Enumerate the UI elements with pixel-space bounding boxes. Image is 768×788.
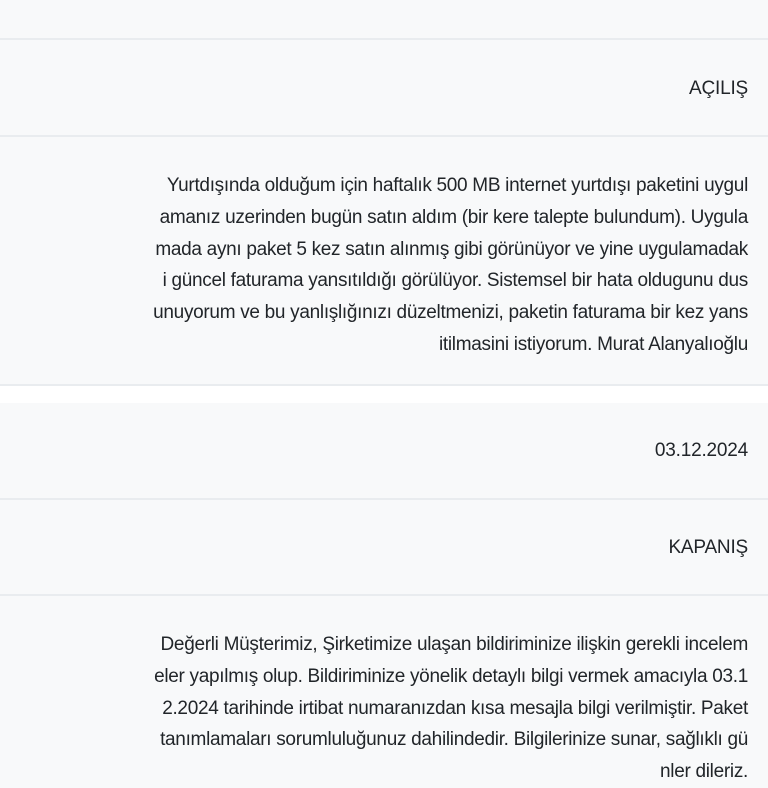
closing-date: 03.12.2024 (654, 440, 748, 461)
opening-heading: AÇILIŞ (689, 78, 748, 99)
text-line: i güncel faturama yansıtıldığı görülüyor. Sistemsel bir hata oldugunu dus (162, 270, 748, 292)
text-line: 2.2024 tarihinde irtibat numaranızdan kısa mesajla bilgi verilmiştir. Paket (162, 697, 748, 719)
opening-body (0, 135, 768, 384)
text-line: nler dileriz. (660, 761, 748, 783)
text-line: Yurtdışında olduğum için haftalık 500 MB internet yurtdışı paketini uygul (166, 175, 748, 196)
opening-header (0, 38, 768, 135)
text-line: eler yapılmış olup. Bildiriminize yönelik detaylı bilgi vermek amacıyla 03.1 (154, 665, 748, 687)
text-line: mada aynı paket 5 kez satın alınmış gibi görünüyor ve yine uygulamadak (155, 238, 748, 260)
opening-text (153, 170, 748, 361)
text-line: amanız uzerinden bugün satın aldım (bir kere talepte bulundum). Uygula (159, 206, 748, 228)
closing-body (0, 594, 768, 783)
text-line: Değerli Müşterimiz, Şirketimize ulaşan bildiriminize ilişkin gerekli incelem (160, 634, 748, 655)
text-line: tanımlamaları sorumluluğunuz dahilindedir. Bilgilerinize sunar, sağlıklı gü (160, 729, 748, 751)
closing-text (154, 629, 748, 788)
text-line: itilmasini istiyorum. Murat Alanyalıoğlu (438, 333, 748, 355)
closing-heading: KAPANIŞ (668, 537, 748, 558)
closing-date-row (0, 403, 768, 498)
section-divider (0, 384, 768, 405)
closing-header (0, 498, 768, 594)
text-line: unuyorum ve bu yanlışlığınızı düzeltmenizi, paketin faturama bir kez yans (153, 302, 748, 324)
top-section (0, 0, 768, 38)
